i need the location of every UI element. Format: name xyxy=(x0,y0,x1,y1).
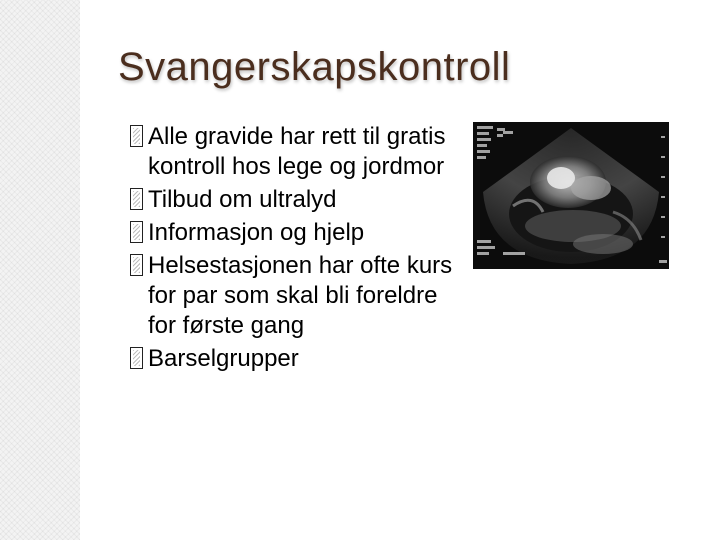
bullet-item xyxy=(128,185,468,215)
bullet-text: Helsestasjonen har ofte kurs for par som skal bli foreldre for første gang xyxy=(148,252,453,339)
bullet-text: Tilbud om ultralyd xyxy=(148,186,337,213)
decorative-side-band xyxy=(0,0,80,540)
bullet-marker-icon xyxy=(130,254,143,276)
bullet-text: Informasjon og hjelp xyxy=(148,219,365,246)
bullet-item xyxy=(128,122,468,182)
bullet-item xyxy=(128,344,468,374)
bullet-marker-icon xyxy=(130,347,143,369)
bullet-marker-icon xyxy=(130,125,143,147)
ultrasound-scan-image xyxy=(473,122,669,269)
bullet-item xyxy=(128,251,468,341)
bullet-text: Alle gravide har rett til gratis kontroll hos lege og jordmor xyxy=(148,123,446,180)
bullet-marker-icon xyxy=(130,188,143,210)
bullet-list xyxy=(128,122,468,377)
bullet-text: Barselgrupper xyxy=(148,345,299,372)
bullet-marker-icon xyxy=(130,221,143,243)
slide-title: Svangerskapskontroll xyxy=(118,45,511,89)
bullet-item xyxy=(128,218,468,248)
